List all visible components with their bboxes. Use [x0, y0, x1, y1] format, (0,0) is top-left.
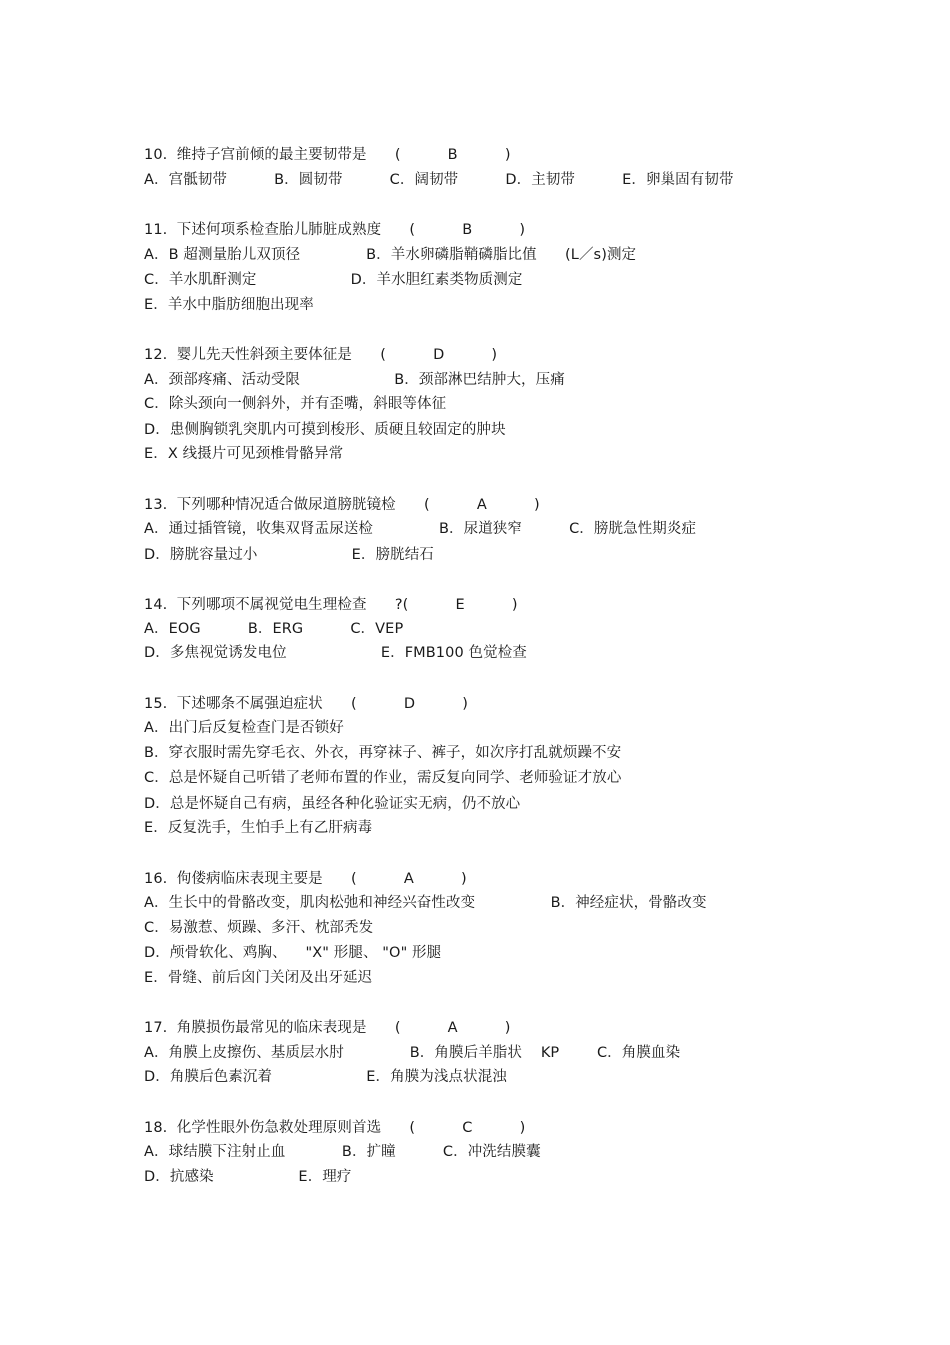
question-11-stem: 11. 下述何项系检查胎儿肺脏成熟度 ( B )	[144, 222, 526, 238]
question-12-option-line: D．患侧胸锁乳突肌内可摸到梭形、质硬且较固定的肿块	[144, 422, 506, 438]
question-16-option-line: A．生长中的骨骼改变，肌肉松弛和神经兴奋性改变 B．神经症状，骨骼改变	[144, 895, 707, 911]
question-17-option-line: A．角膜上皮擦伤、基质层水肘 B．角膜后羊脂状 KP C．角膜血染	[144, 1045, 681, 1061]
question-12-option-line: C．除头颈向一侧斜外，并有歪嘴，斜眼等体征	[144, 396, 447, 412]
question-15-stem: 15. 下述哪条不属强迫症状 ( D )	[144, 696, 468, 712]
question-12-stem: 12. 婴儿先天性斜颈主要体征是 ( D )	[144, 347, 498, 363]
question-11-option-line: C．羊水肌酐测定 D．羊水胆红素类物质测定	[144, 272, 523, 288]
question-13-option-line: A．通过插管镜，收集双肾盂尿送检 B．尿道狭窄 C．膀胱急性期炎症	[144, 521, 697, 537]
question-17-stem: 17. 角膜损伤最常见的临床表现是 ( A )	[144, 1020, 511, 1036]
question-14-option-line: D．多焦视觉诱发电位 E．FMB100 色觉检查	[144, 645, 527, 661]
question-18-option-line: A．球结膜下注射止血 B．扩瞳 C．冲洗结膜囊	[144, 1144, 541, 1160]
question-18-stem: 18. 化学性眼外伤急救处理原则首选 ( C )	[144, 1120, 526, 1136]
question-11-option-line: A．B 超测量胎儿双顶径 B．羊水卵磷脂鞘磷脂比值 (L／s)测定	[144, 247, 637, 263]
question-16-option-line: C．易激惹、烦躁、多汗、枕部秃发	[144, 920, 374, 936]
question-14-option-line: A．EOG B．ERG C．VEP	[144, 621, 404, 637]
question-17-option-line: D．角膜后色素沉着 E．角膜为浅点状混浊	[144, 1069, 507, 1085]
question-16-option-line: D．颅骨软化、鸡胸、 "X" 形腿、 "O" 形腿	[144, 945, 442, 961]
question-10-options: A．宫骶韧带 B．圆韧带 C．阔韧带 D．主韧带 E．卵巢固有韧带	[144, 172, 734, 188]
question-11-option-line: E．羊水中脂肪细胞出现率	[144, 297, 314, 313]
question-10-stem: 10. 维持子宫前倾的最主要韧带是 ( B )	[144, 147, 511, 163]
question-15-option-line: B．穿衣服时需先穿毛衣、外衣，再穿袜子、裤子，如次序打乱就烦躁不安	[144, 745, 622, 761]
question-18-option-line: D．抗感染 E．理疗	[144, 1169, 352, 1185]
question-15-option-line: C．总是怀疑自己听错了老师布置的作业，需反复向同学、老师验证才放心	[144, 770, 622, 786]
question-13-option-line: D．膀胱容量过小 E．膀胱结石	[144, 547, 434, 563]
question-14-stem: 14. 下列哪项不属视觉电生理检查 ?( E )	[144, 597, 518, 613]
question-12-option-line: E．X 线摄片可见颈椎骨骼异常	[144, 446, 344, 462]
question-16-option-line: E．骨缝、前后囟门关闭及出牙延迟	[144, 970, 373, 986]
question-15-option-line: E．反复洗手，生怕手上有乙肝病毒	[144, 820, 373, 836]
question-15-option-line: A．出门后反复检查门是否锁好	[144, 720, 344, 736]
question-16-stem: 16. 佝偻病临床表现主要是 ( A )	[144, 871, 467, 887]
question-12-option-line: A．颈部疼痛、活动受限 B．颈部淋巴结肿大，压痛	[144, 372, 565, 388]
question-15-option-line: D．总是怀疑自己有病，虽经各种化验证实无病，仍不放心	[144, 796, 521, 812]
question-13-stem: 13. 下列哪种情况适合做尿道膀胱镜检 ( A )	[144, 497, 540, 513]
